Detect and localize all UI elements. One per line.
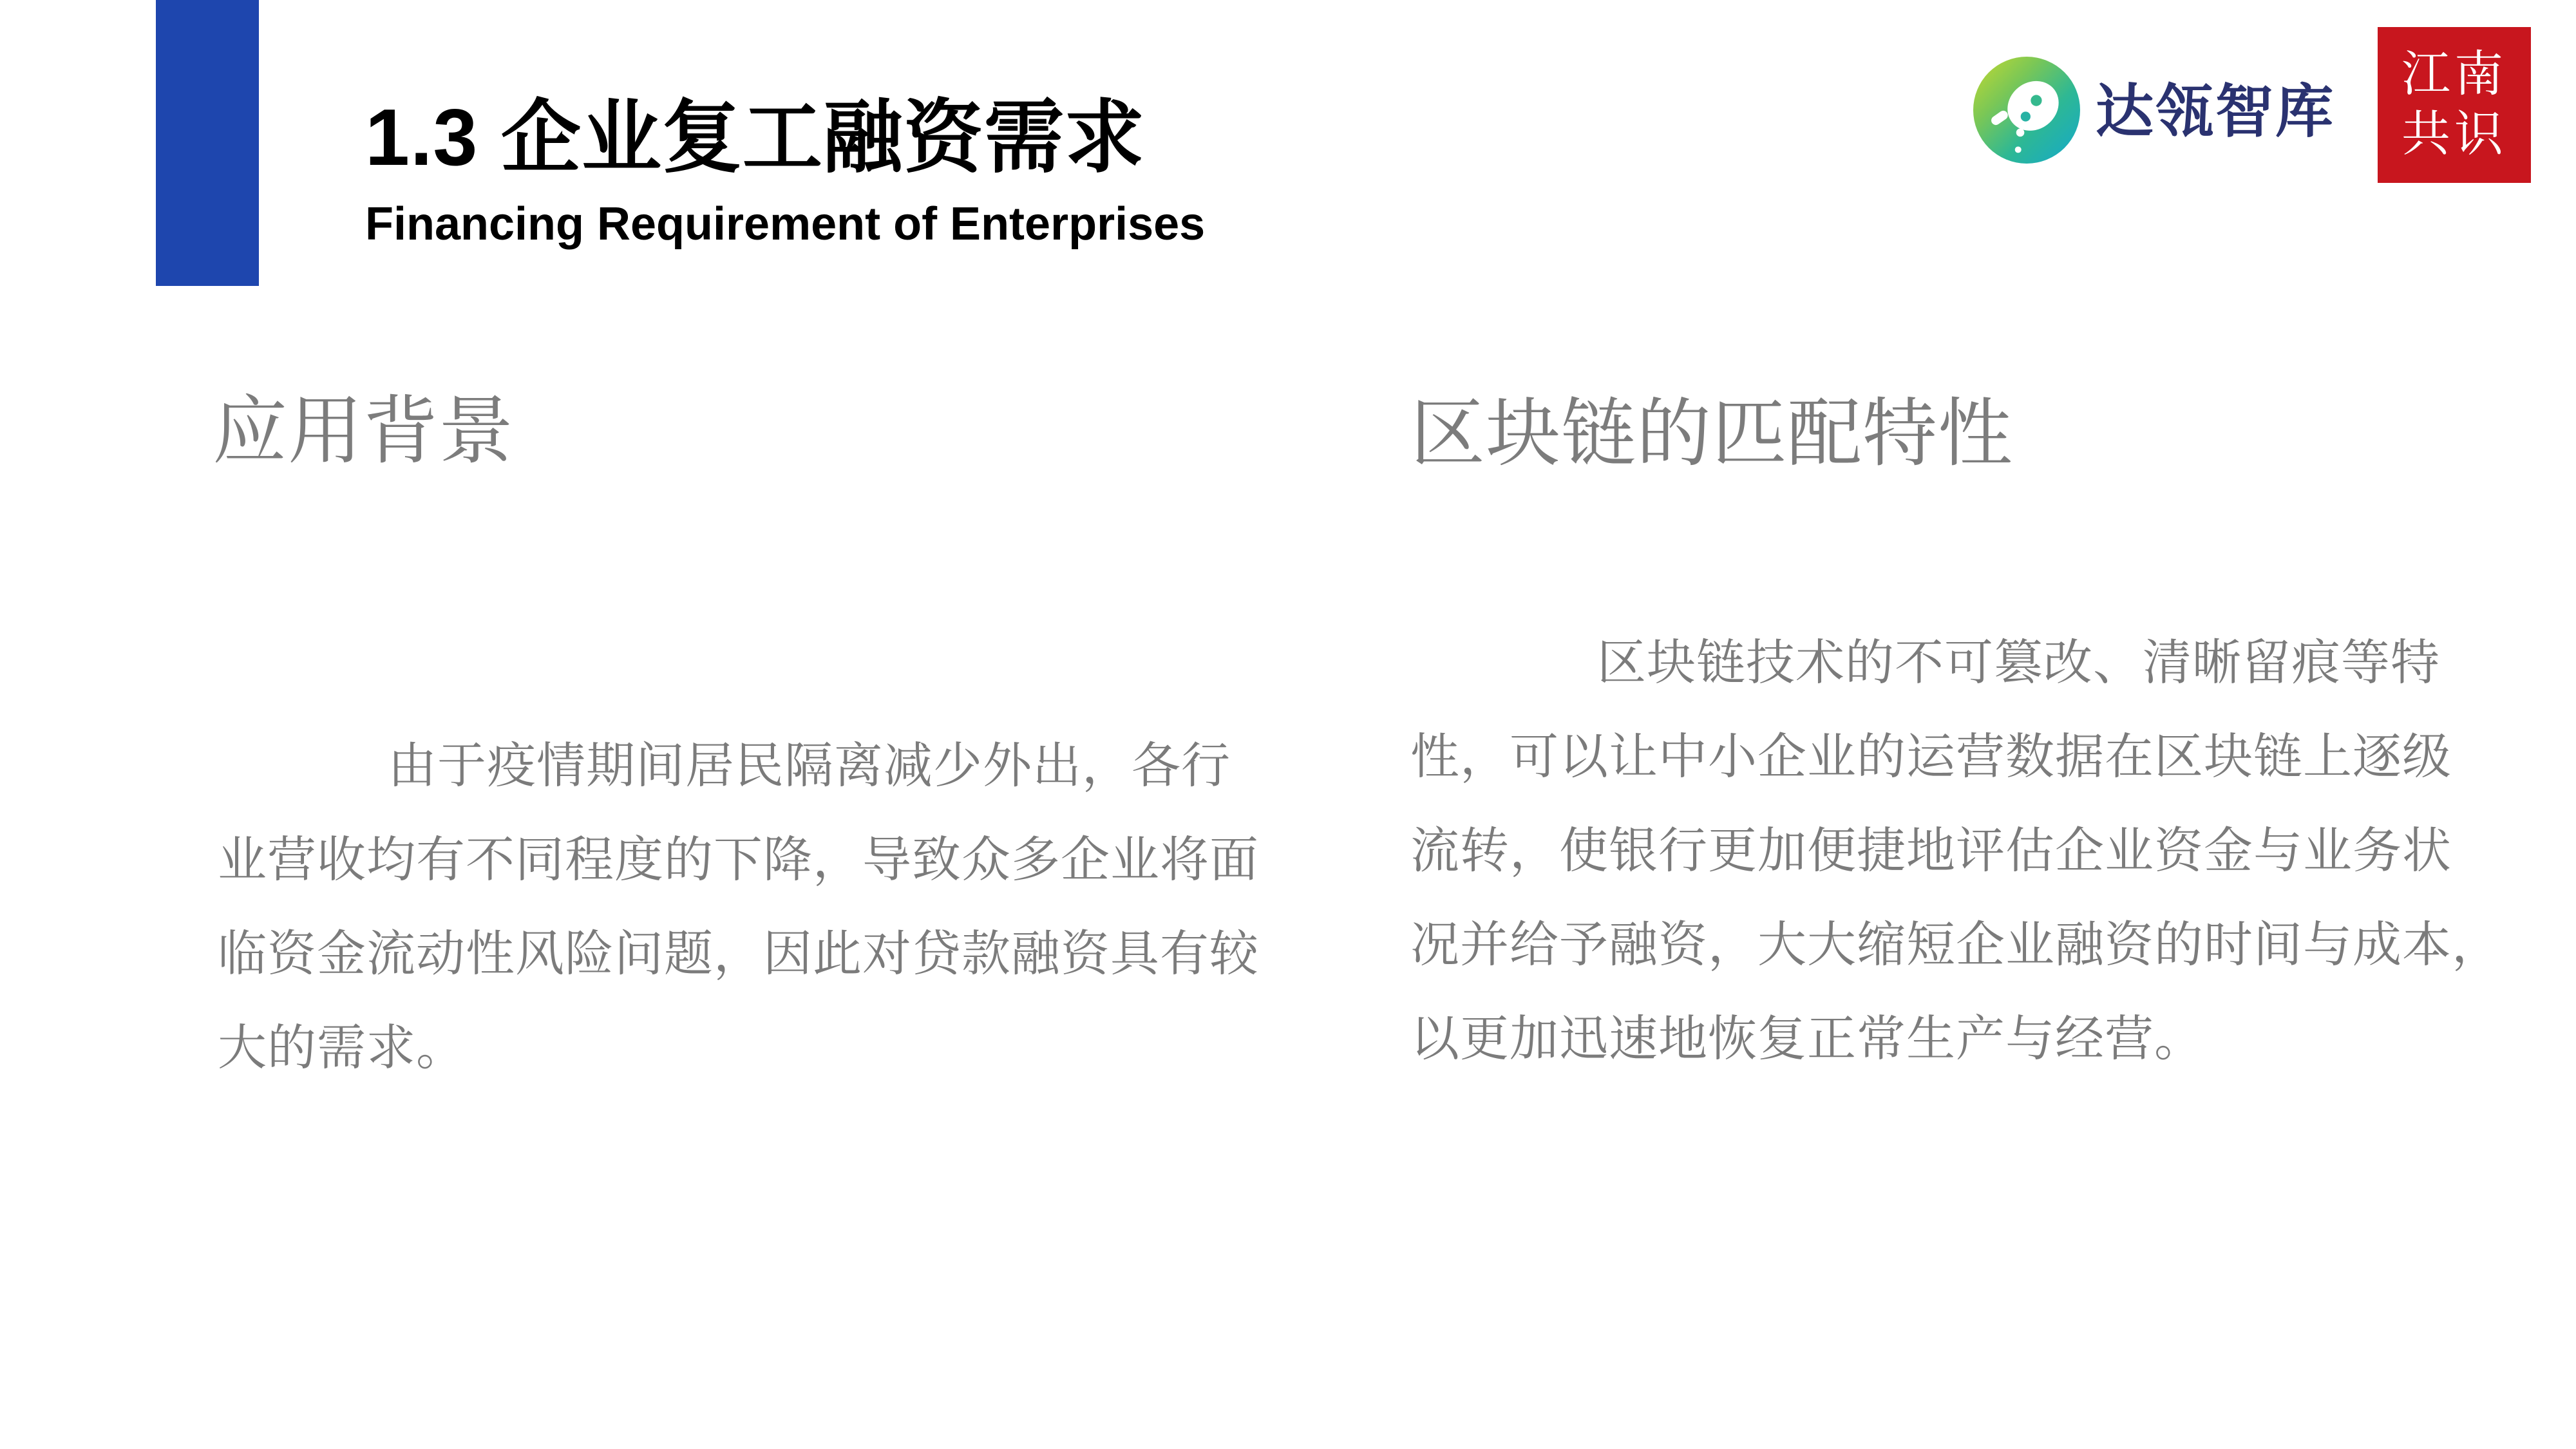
paragraph-line: 大的需求。 <box>218 1021 466 1075</box>
page-title: 1.3 企业复工融资需求 <box>365 93 1145 182</box>
brand-wordmark: 达瓴智库 <box>2096 80 2335 144</box>
paragraph-line: 况并给予融资，大大缩短企业融资的时间与成本， <box>1410 918 2501 972</box>
page-subtitle: Financing Requirement of Enterprises <box>365 198 1206 250</box>
paragraph-line: 由于疫情期间居民隔离减少外出，各行 <box>388 739 1231 793</box>
title-block <box>365 95 1205 251</box>
paragraph-line: 性，可以让中小企业的运营数据在区块链上逐级 <box>1410 730 2452 784</box>
comet-icon <box>1973 57 2080 164</box>
paragraph-line: 以更加迅速地恢复正常生产与经营。 <box>1410 1012 2204 1066</box>
badge-line-1: 江南 <box>2401 48 2507 102</box>
paragraph-line: 区块链技术的不可篡改、清晰留痕等特 <box>1597 636 2440 690</box>
paragraph-background <box>218 719 1267 1095</box>
section-heading-background: 应用背景 <box>213 391 514 473</box>
consensus-badge <box>2378 27 2531 183</box>
brand-logo <box>1973 57 2080 164</box>
accent-bar <box>156 0 259 286</box>
paragraph-line: 业营收均有不同程度的下降，导致众多企业将面 <box>218 833 1259 887</box>
paragraph-line: 流转，使银行更加便捷地评估企业资金与业务状 <box>1410 824 2452 878</box>
paragraph-blockchain <box>1410 616 2512 1086</box>
section-heading-blockchain: 区块链的匹配特性 <box>1410 393 2013 476</box>
paragraph-line: 临资金流动性风险问题，因此对贷款融资具有较 <box>218 927 1259 981</box>
badge-line-2: 共识 <box>2401 108 2507 162</box>
